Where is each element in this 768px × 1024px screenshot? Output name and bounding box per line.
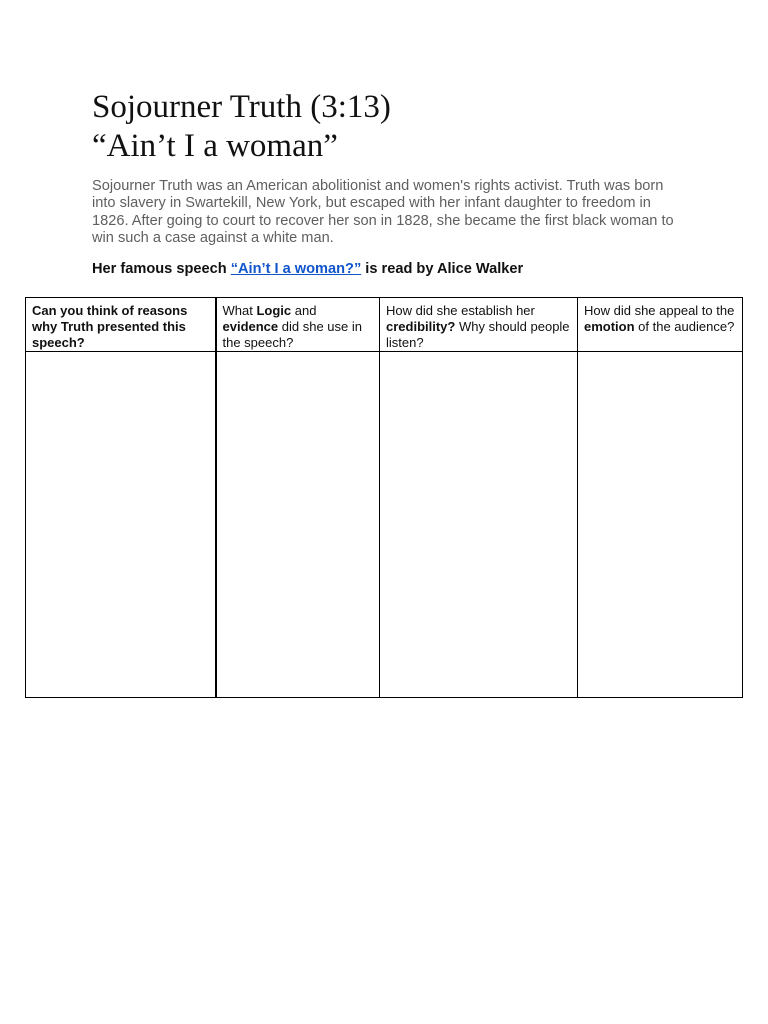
table-header-row bbox=[26, 298, 743, 352]
answer-cell-emotion[interactable] bbox=[578, 352, 743, 698]
title-line-1: Sojourner Truth (3:13) bbox=[92, 89, 391, 125]
header-logic-mid: and bbox=[291, 303, 317, 318]
header-reasons-text: Can you think of reasons why Truth presented this speech? bbox=[32, 303, 188, 350]
header-emotion-post: of the audience? bbox=[634, 319, 735, 334]
analysis-table bbox=[25, 297, 743, 698]
speech-line bbox=[92, 261, 523, 277]
header-credibility bbox=[380, 298, 578, 352]
header-logic-pre: What bbox=[222, 303, 257, 318]
header-credibility-bold: credibility? bbox=[386, 319, 456, 334]
table-answer-row bbox=[26, 352, 743, 698]
header-logic-post: did she use in the speech? bbox=[222, 319, 362, 350]
header-logic-bold: Logic bbox=[256, 303, 292, 318]
answer-cell-reasons[interactable] bbox=[26, 352, 216, 698]
header-reasons bbox=[26, 298, 216, 352]
header-evidence-bold: evidence bbox=[222, 319, 279, 334]
header-emotion bbox=[578, 298, 743, 352]
header-emotion-pre: How did she appeal to the bbox=[584, 303, 735, 318]
header-logic bbox=[216, 298, 380, 352]
answer-cell-credibility[interactable] bbox=[380, 352, 578, 698]
speech-prefix: Her famous speech bbox=[92, 261, 231, 277]
title-line-2: “Ain’t I a woman” bbox=[92, 128, 338, 164]
speech-link[interactable]: “Ain’t I a woman?” bbox=[230, 261, 362, 277]
page-title bbox=[92, 88, 391, 166]
intro-paragraph: Sojourner Truth was an American abolitionist and women's rights activist. Truth was born into slavery in Swartekill, New York, but escaped with her infant daughter to freedom in 1826. After going to court to recover her son in 1828, she became the first black woman to win such a case against a white man. bbox=[92, 178, 674, 246]
header-credibility-pre: How did she establish her bbox=[386, 303, 535, 318]
header-credibility-post: Why should people listen? bbox=[386, 319, 570, 350]
speech-suffix: is read by Alice Walker bbox=[361, 261, 524, 277]
header-emotion-bold: emotion bbox=[584, 319, 635, 334]
answer-cell-logic[interactable] bbox=[216, 352, 380, 698]
